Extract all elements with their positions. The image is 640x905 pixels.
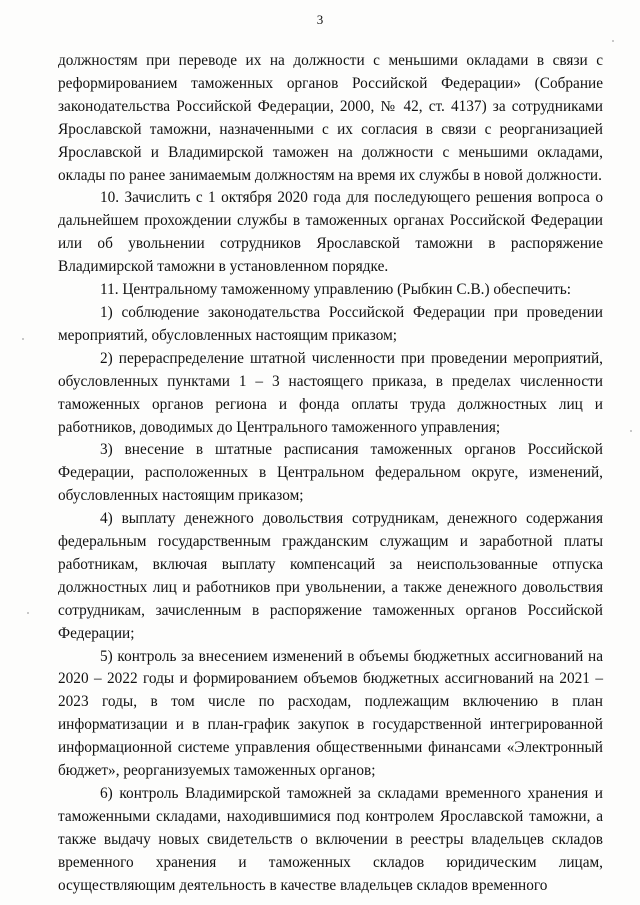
paragraph-item-11-4: 4) выплату денежного довольствия сотрудникам, денежного содержания федеральным государственным гражданским служащим и заработной платы работникам, включая выплату компенсаций за неиспользованные отпуска должностных лиц и работников при увольнении, а также денежного довольствия сотрудникам, зачисленным в распоряжение таможенных органов Российской Федерации; — [58, 510, 603, 642]
page-number: 3 — [316, 12, 324, 27]
paragraph-item-11-6: 6) контроль Владимирской таможней за складами временного хранения и таможенными складами, находившимися под контролем Ярославской таможни, а также выдачу новых свидетельств о включении в реестры владельцев складов временного хранения и таможенных складов юридическим лицам, осуществляющим деятельность в качестве владельцев складов временного — [58, 785, 603, 894]
paragraph-continuation: должностям при переводе их на должности с меньшими окладами в связи с реформированием таможенных органов Российской Федерации» (Собрание законодательства Российской Федерации, 2000, № 42, ст. 4137) за сотрудниками Ярославской таможни, назначенными с их согласия в связи с реорганизацией Ярославской и Владимирской таможен на должности с меньшими окладами, оклады по ранее занимаемым должностям на время их службы в новой должности. — [58, 52, 603, 184]
scan-speck — [22, 338, 24, 340]
scan-speck — [612, 40, 614, 42]
paragraph-item-11: 11. Центральному таможенному управлению (Рыбкин С.В.) обеспечить: — [100, 281, 571, 299]
paragraph-item-11-2: 2) перераспределение штатной численности при проведении мероприятий, обусловленных пунктами 1 – 3 настоящего приказа, в пределах численности таможенных органов региона и фонда оплаты труда должностных лиц и работников, доводимых до Центрального таможенного управления; — [58, 349, 603, 436]
document-body — [58, 50, 603, 898]
paragraph-item-10: 10. Зачислить с 1 октября 2020 года для последующего решения вопроса о дальнейшем прохождении службы в таможенных органах Российской Федерации или об увольнении сотрудников Ярославской таможни в распоряжение Владимирской таможни в установленном порядке. — [58, 189, 603, 276]
paragraph-item-11-5: 5) контроль за внесением изменений в объемы бюджетных ассигнований на 2020 – 2022 годы и формированием объемов бюджетных ассигнований на 2021 – 2023 годы, в том числе по расходам, подлежащим включению в план информатизации и в план-график закупок в государственной интегрированной информационной системе управления общественными финансами «Электронный бюджет», реорганизуемых таможенных органов; — [58, 647, 603, 780]
paragraph-item-11-3: 3) внесение в штатные расписания таможенных органов Российской Федерации, расположенных в Центральном федеральном округе, изменений, обусловленных настоящим приказом; — [58, 441, 603, 505]
scan-speck — [630, 430, 632, 432]
paragraph-item-11-1: 1) соблюдение законодательства Российской Федерации при проведении мероприятий, обусловленных настоящим приказом; — [58, 303, 603, 344]
scan-speck — [27, 612, 29, 614]
